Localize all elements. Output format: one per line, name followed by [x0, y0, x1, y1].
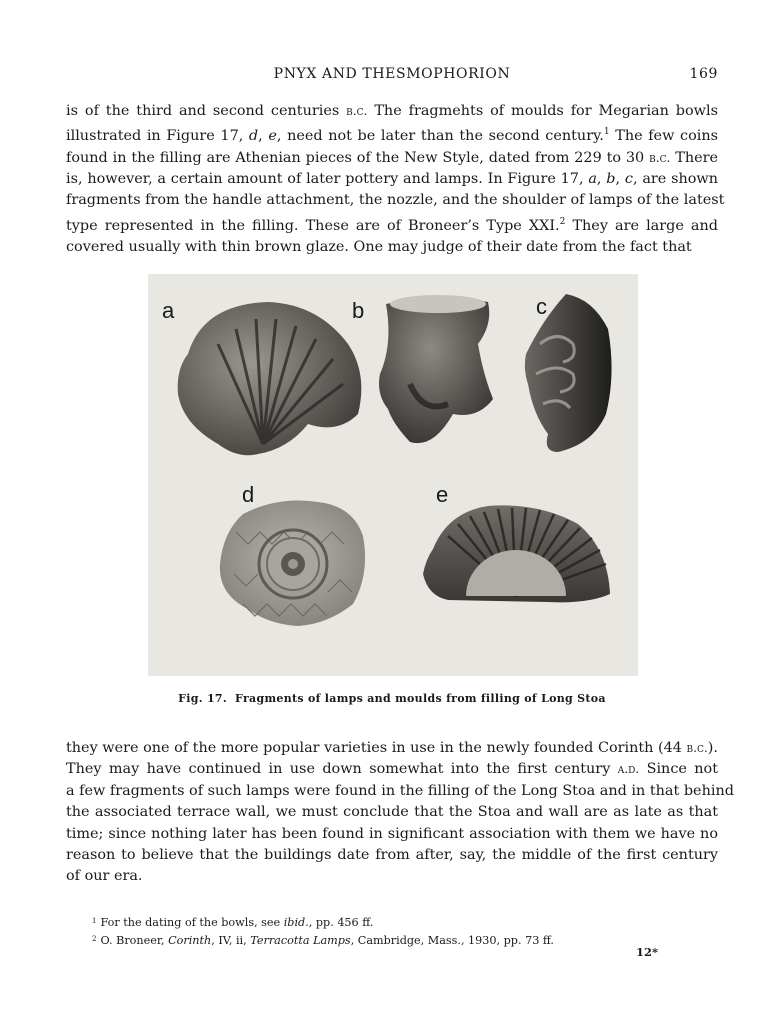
text-line: is of the third and second centuries b.c. The fragmehts of moulds for Megarian bowls	[66, 103, 718, 119]
italic-text: e	[268, 128, 277, 145]
small-caps-abbrev: a.d.	[617, 762, 640, 777]
footnote: $^2$ O. Broneer, Corinth, IV, ii, Terracotta Lamps, Cambridge, Mass., 1930, pp. 73 ff.	[92, 934, 554, 947]
footnote-ref: 1	[603, 127, 610, 138]
text-line: a few fragments of such lamps were found in the filling of the Long Stoa and in that behind	[66, 782, 734, 799]
text-line: reason to believe that the buildings date from after, say, the middle of the first century	[66, 847, 718, 864]
text-line: They may have continued in use down somewhat into the first century a.d. Since not	[66, 761, 718, 778]
figure-17-plate	[148, 274, 638, 676]
text-line: fragments from the handle attachment, the nozzle, and the shoulder of lamps of the latest	[66, 192, 725, 209]
running-head	[66, 64, 718, 86]
page-number: 169	[689, 66, 718, 82]
italic-text: Corinth	[168, 934, 212, 947]
text-line: time; since nothing later has been found in significant association with them we have no	[66, 825, 718, 842]
panel-label-d: d	[242, 482, 255, 507]
fragment-e	[423, 505, 610, 602]
small-caps-abbrev: b.c.	[649, 150, 671, 165]
footnote: $^1$ For the dating of the bowls, see ibid., pp. 456 ff.	[92, 916, 374, 929]
lamp-fragments-photo	[148, 274, 638, 676]
text-line: illustrated in Figure 17, d, e, need not be later than the second century.$^1$ The few coins	[66, 127, 718, 145]
text-line: found in the filling are Athenian pieces of the New Style, dated from 229 to 30 b.c. There	[66, 149, 719, 166]
figure-number: Fig. 17.	[178, 692, 228, 705]
figure-caption-text: Fragments of lamps and moulds from filling of Long Stoa	[235, 692, 606, 705]
panel-label-c: c	[536, 294, 547, 319]
italic-text: ibid.	[283, 916, 309, 929]
footnote-mark: 2	[92, 935, 97, 943]
footnote-ref: 2	[559, 216, 566, 227]
text-line: type represented in the filling. These are of Broneer’s Type XXI.$^2$ They are large and	[66, 216, 718, 234]
italic-text: b	[606, 171, 616, 188]
paragraph-2	[66, 738, 734, 888]
text-line: of our era.	[66, 868, 143, 885]
panel-label-a: a	[162, 298, 175, 323]
italic-text: a	[588, 171, 597, 188]
text-line: they were one of the more popular varieties in use in the newly founded Corinth (44 b.c.).	[66, 740, 718, 756]
fragment-a	[178, 302, 362, 455]
panel-label-b: b	[352, 298, 365, 323]
text-line: the associated terrace wall, we must conclude that the Stoa and wall are as late as that	[66, 804, 718, 821]
text-line: is, however, a certain amount of later pottery and lamps. In Figure 17, a, b, c, are shown	[66, 171, 718, 188]
running-title: PNYX AND THESMOPHORION	[273, 66, 511, 82]
italic-text: d	[248, 128, 259, 145]
footnotes	[92, 913, 712, 949]
italic-text: Terracotta Lamps	[250, 934, 351, 947]
footnote-mark: 1	[92, 917, 97, 925]
fragment-b	[379, 295, 493, 443]
figure-caption	[66, 692, 718, 705]
small-caps-abbrev: b.c.	[686, 741, 708, 755]
italic-text: c	[624, 171, 633, 188]
fragment-d	[220, 501, 365, 627]
signature-mark: 12*	[635, 945, 658, 959]
panel-label-e: e	[436, 482, 449, 507]
text-line: covered usually with thin brown glaze. One may judge of their date from the fact that	[66, 239, 692, 256]
small-caps-abbrev: b.c.	[346, 104, 368, 118]
paragraph-1	[66, 101, 725, 258]
